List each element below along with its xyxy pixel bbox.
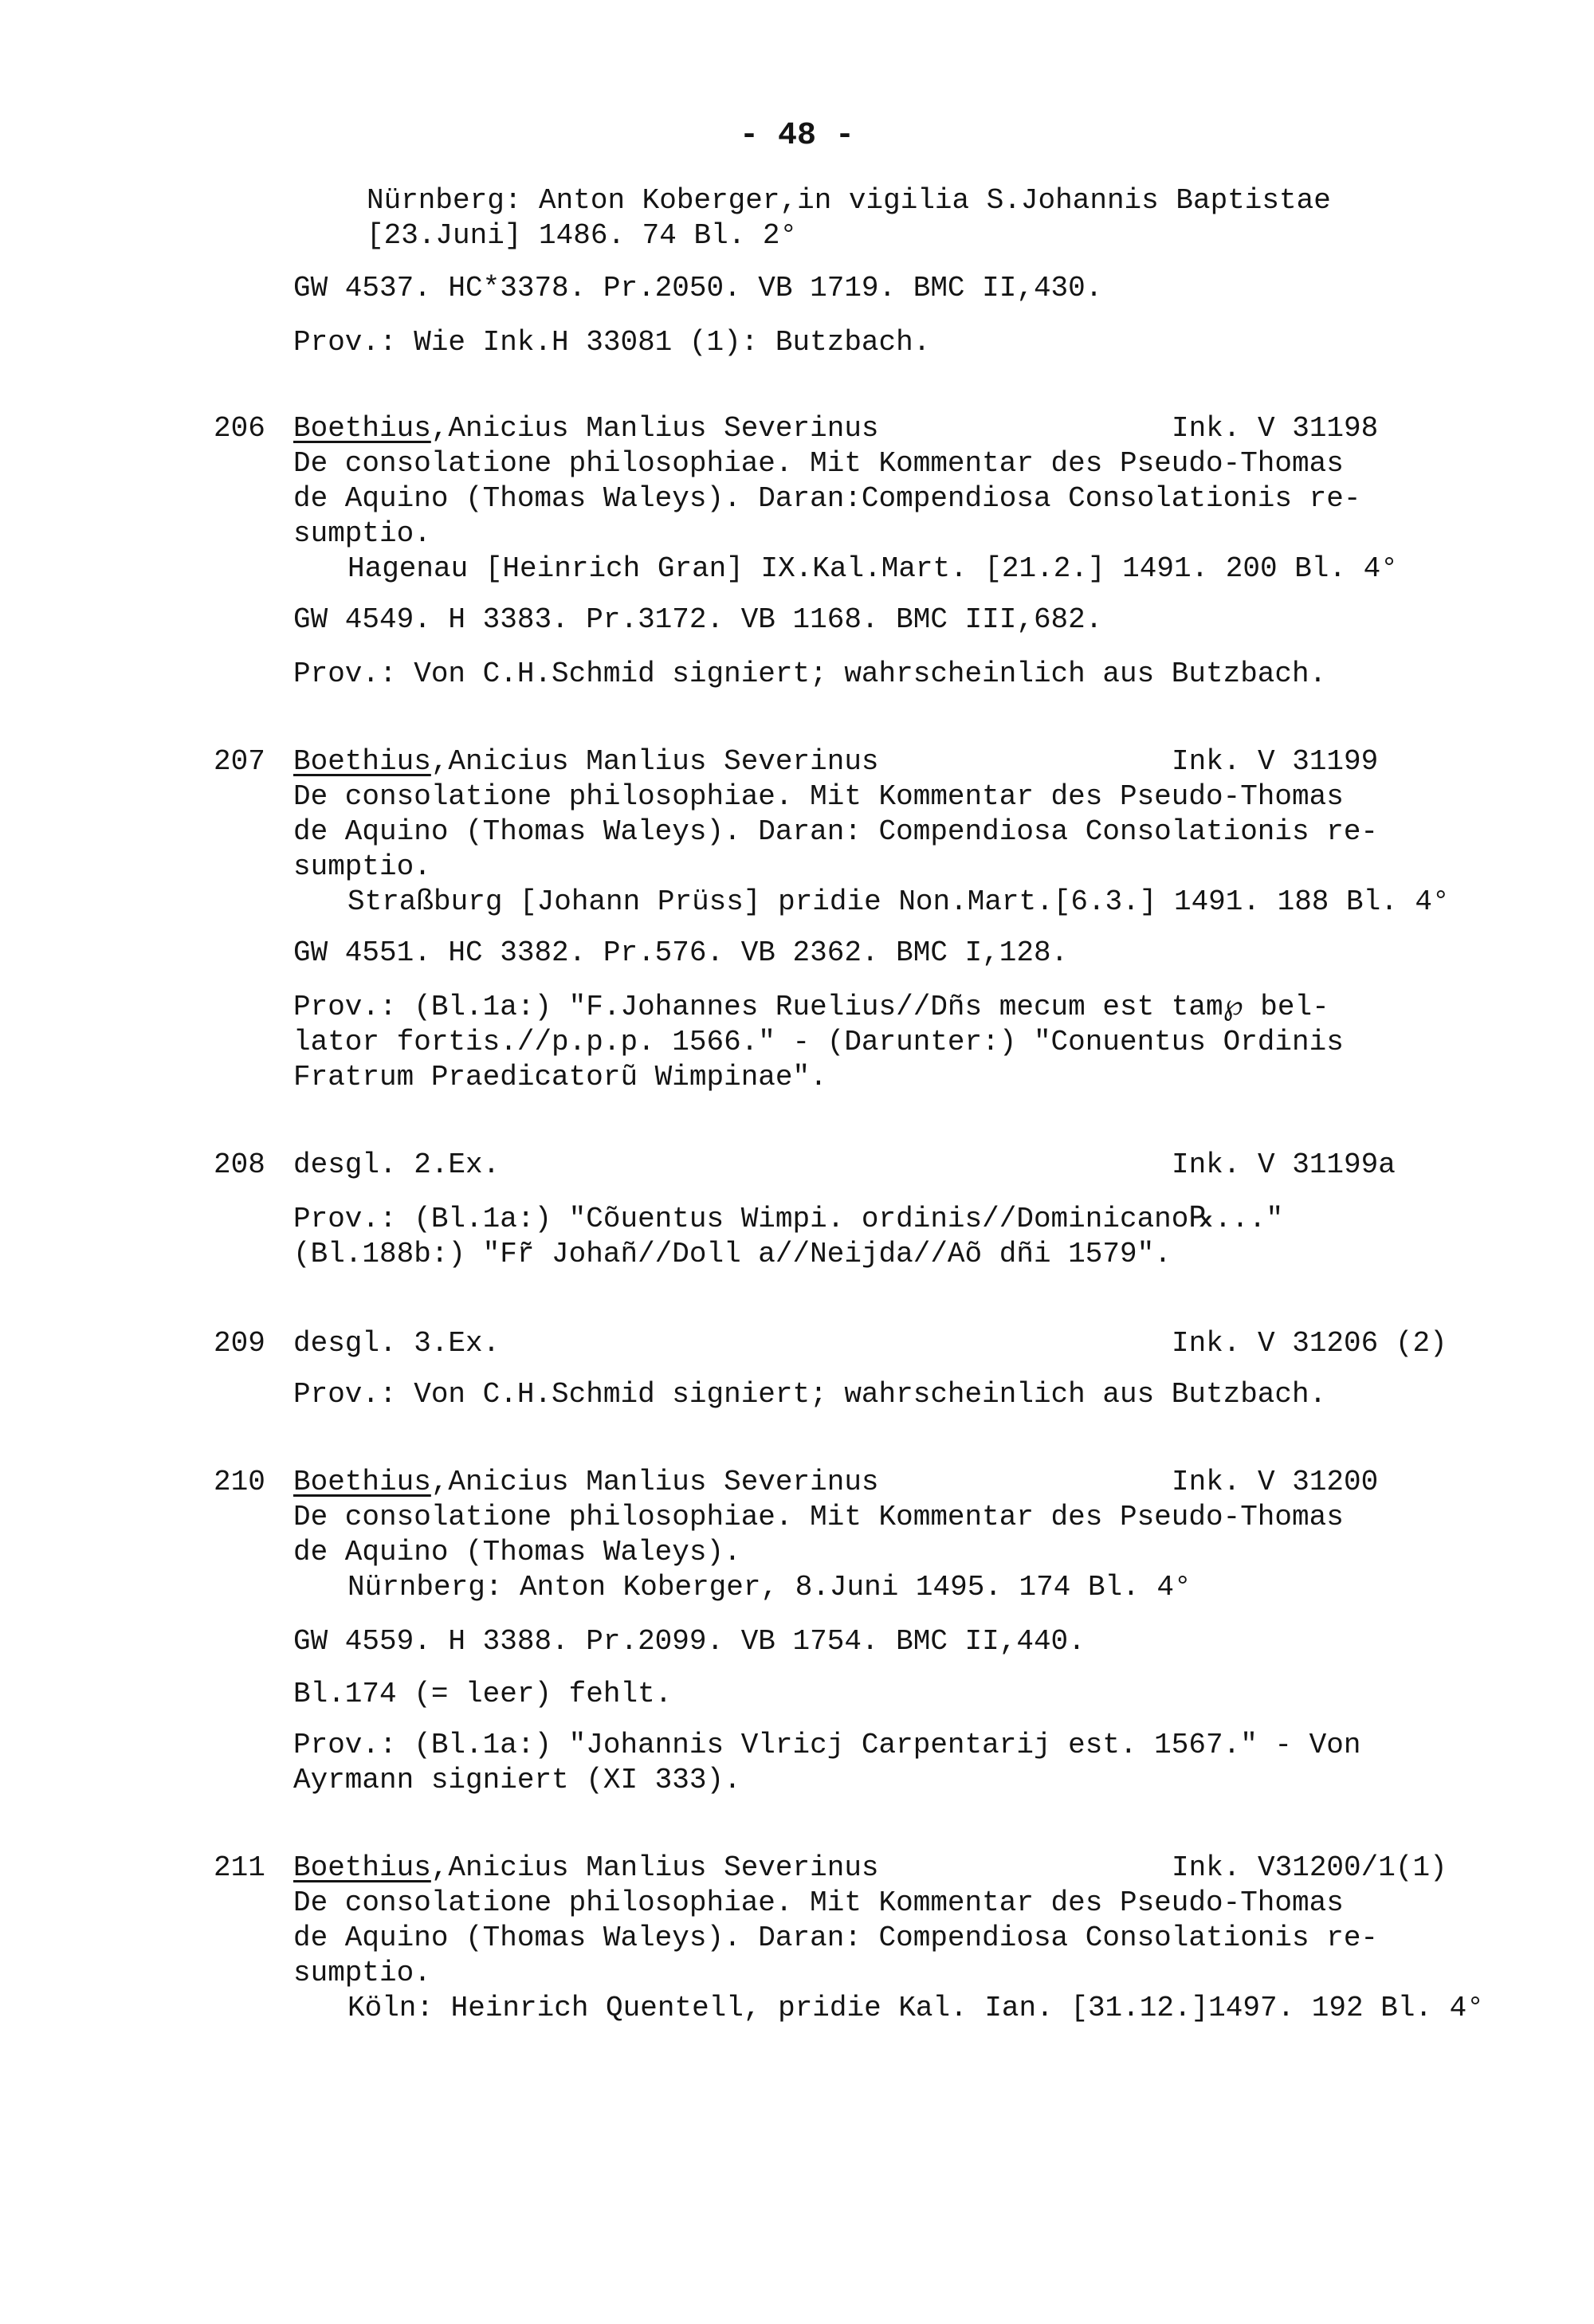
entry-title: De consolatione philosophiae. Mit Kommentar des Pseudo-Thomas (293, 447, 1344, 480)
entry-title: De consolatione philosophiae. Mit Kommentar des Pseudo-Thomas (293, 780, 1344, 813)
continuation-imprint-1: Nürnberg: Anton Koberger,in vigilia S.Johannis Baptistae (367, 184, 1331, 217)
entry-imprint: Nürnberg: Anton Koberger, 8.Juni 1495. 174 Bl. 4° (347, 1571, 1192, 1604)
entry-author (293, 1465, 879, 1500)
entry-number: 211 (214, 1851, 265, 1884)
entry-provenance: (Bl.188b:) "Fr̃ Johañ//Doll a//Neijda//Aõ dñi 1579". (293, 1238, 1172, 1270)
page-number: - 48 - (739, 118, 855, 154)
entry-imprint: Straßburg [Johann Prüss] pridie Non.Mart.[6.3.] 1491. 188 Bl. 4° (347, 885, 1450, 918)
entry-provenance: lator fortis.//p.p.p. 1566." - (Darunter:) "Conuentus Ordinis (293, 1026, 1344, 1058)
entry-provenance: Prov.: Von C.H.Schmid signiert; wahrscheinlich aus Butzbach. (293, 658, 1327, 690)
continuation-provenance: Prov.: Wie Ink.H 33081 (1): Butzbach. (293, 326, 931, 359)
entry-title: de Aquino (Thomas Waleys). Daran:Compendiosa Consolationis re- (293, 482, 1361, 515)
entry-imprint: Köln: Heinrich Quentell, pridie Kal. Ian. [31.12.]1497. 192 Bl. 4° (347, 1992, 1484, 2024)
continuation-refs: GW 4537. HC*3378. Pr.2050. VB 1719. BMC II,430. (293, 272, 1103, 304)
entry-title: sumptio. (293, 517, 431, 550)
entry-title: De consolatione philosophiae. Mit Kommentar des Pseudo-Thomas (293, 1501, 1344, 1533)
entry-title: sumptio. (293, 1957, 431, 1989)
shelfmark: Ink. V 31200 (1172, 1466, 1379, 1498)
entry-provenance: Fratrum Praedicatorũ Wimpinae". (293, 1061, 827, 1093)
author-forenames: ,Anicius Manlius Severinus (430, 1851, 879, 1884)
entry-number: 206 (214, 412, 265, 445)
entry-heading: desgl. 2.Ex. (293, 1148, 501, 1181)
entry-provenance: Prov.: (Bl.1a:) "F.Johannes Ruelius//Dñs mecum est tam℘ bel- (293, 991, 1329, 1023)
author-forenames: ,Anicius Manlius Severinus (430, 1466, 879, 1498)
entry-number: 207 (214, 745, 265, 778)
entry-imprint: Hagenau [Heinrich Gran] IX.Kal.Mart. [21.2.] 1491. 200 Bl. 4° (347, 552, 1398, 585)
entry-number: 209 (214, 1327, 265, 1360)
entry-number: 210 (214, 1466, 265, 1498)
entry-author (293, 411, 879, 446)
entry-provenance: Prov.: Von C.H.Schmid signiert; wahrscheinlich aus Butzbach. (293, 1378, 1327, 1411)
shelfmark: Ink. V 31198 (1172, 412, 1379, 445)
entry-title: de Aquino (Thomas Waleys). Daran: Compendiosa Consolationis re- (293, 1922, 1379, 1954)
entry-title: sumptio. (293, 850, 431, 883)
entry-author (293, 744, 879, 779)
shelfmark: Ink. V 31199a (1172, 1148, 1396, 1181)
author-forenames: ,Anicius Manlius Severinus (430, 745, 879, 778)
entry-provenance: Ayrmann signiert (XI 333). (293, 1764, 741, 1796)
entry-title: de Aquino (Thomas Waleys). Daran: Compendiosa Consolationis re- (293, 815, 1379, 848)
entry-author (293, 1851, 879, 1886)
author-forenames: ,Anicius Manlius Severinus (430, 412, 879, 445)
entry-note: Bl.174 (= leer) fehlt. (293, 1678, 673, 1710)
entry-title: de Aquino (Thomas Waleys). (293, 1536, 741, 1568)
entry-references: GW 4551. HC 3382. Pr.576. VB 2362. BMC I,128. (293, 936, 1069, 969)
author-surname: Boethius (293, 745, 431, 778)
entry-references: GW 4559. H 3388. Pr.2099. VB 1754. BMC II,440. (293, 1625, 1086, 1658)
entry-provenance: Prov.: (Bl.1a:) "Cõuentus Wimpi. ordinis//Dominicano℞..." (293, 1203, 1284, 1235)
shelfmark: Ink. V 31199 (1172, 745, 1379, 778)
author-surname: Boethius (293, 1466, 431, 1498)
author-surname: Boethius (293, 1851, 431, 1884)
entry-heading: desgl. 3.Ex. (293, 1327, 501, 1360)
shelfmark: Ink. V 31206 (2) (1172, 1327, 1447, 1360)
author-surname: Boethius (293, 412, 431, 445)
entry-title: De consolatione philosophiae. Mit Kommentar des Pseudo-Thomas (293, 1886, 1344, 1919)
entry-number: 208 (214, 1148, 265, 1181)
continuation-imprint-2: [23.Juni] 1486. 74 Bl. 2° (367, 219, 798, 252)
entry-references: GW 4549. H 3383. Pr.3172. VB 1168. BMC III,682. (293, 603, 1103, 636)
entry-provenance: Prov.: (Bl.1a:) "Johannis Vlricj Carpentarij est. 1567." - Von (293, 1729, 1361, 1761)
shelfmark: Ink. V31200/1(1) (1172, 1851, 1447, 1884)
